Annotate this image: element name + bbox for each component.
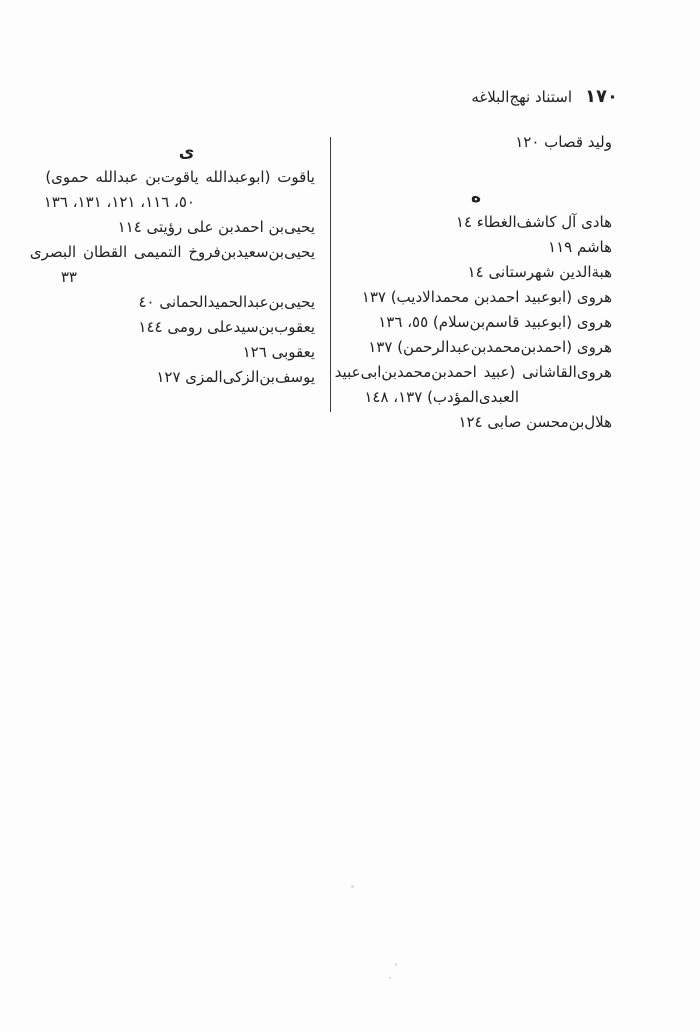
scan-speck: [395, 963, 397, 966]
index-entry: يعقوبى ١٢٦: [242, 343, 315, 361]
index-entry: ياقوت (ابوعبدالله ياقوت‌بن عبدالله حموى): [45, 168, 315, 186]
index-entry: هروى (احمدبن‌محمدبن‌عبدالرحمن) ١٣٧: [368, 338, 612, 356]
index-column-right: [334, 130, 612, 435]
index-entry: يحيى‌بن احمدبن على رؤيتى ١١٤: [117, 218, 315, 236]
index-column-left: [30, 140, 315, 390]
index-entry: هاشم ١١٩: [548, 238, 612, 256]
index-entry: وليد قصاب ١٢٠: [515, 133, 612, 151]
scan-speck: [389, 977, 391, 979]
scan-speck: [351, 885, 354, 888]
book-title: استناد نهج‌البلاغه: [471, 88, 573, 106]
page-number: ١٧٠: [585, 86, 618, 107]
index-entry-continuation: ٥٠، ١١٦، ١٢١، ١٣١، ١٣٦: [43, 193, 195, 211]
page-header: [471, 86, 618, 107]
index-entry: يعقوب‌بن‌سيدعلى رومى ١٤٤: [138, 318, 315, 336]
index-entry: هروى (ابوعبيد احمدبن محمدالاديب) ١٣٧: [361, 288, 612, 306]
index-entry: هبةالدين شهرستانى ١٤: [467, 263, 612, 281]
section-gap: [340, 155, 612, 185]
section-letter-heh: ه: [470, 187, 482, 207]
index-entry: هلال‌بن‌محسن صابى ١٢٤: [458, 413, 612, 431]
index-entry-continuation: العبدى‌المؤدب) ١٣٧، ١٤٨: [364, 388, 519, 406]
column-divider-rule: [330, 137, 331, 412]
index-entry-continuation: ٣٣: [60, 268, 77, 286]
index-entry: يحيى‌بن‌سعيدبن‌فروخ التميمى القطان البصرى: [29, 243, 315, 261]
index-entry: هادى آل كاشف‌الغطاء ١٤: [455, 213, 612, 231]
section-letter-ya: ى: [178, 142, 195, 162]
index-entry: يوسف‌بن‌الزكى‌المزى ١٢٧: [156, 368, 315, 386]
index-entry: يحيى‌بن‌عبدالحميدالحمانى ٤٠: [138, 293, 315, 311]
index-entry: هروى (ابوعبيد قاسم‌بن‌سلام) ٥٥، ١٣٦: [378, 313, 612, 331]
index-entry: هروى‌القاشانى (عبيد احمدبن‌محمدبن‌ابى‌عبيد: [334, 363, 612, 381]
